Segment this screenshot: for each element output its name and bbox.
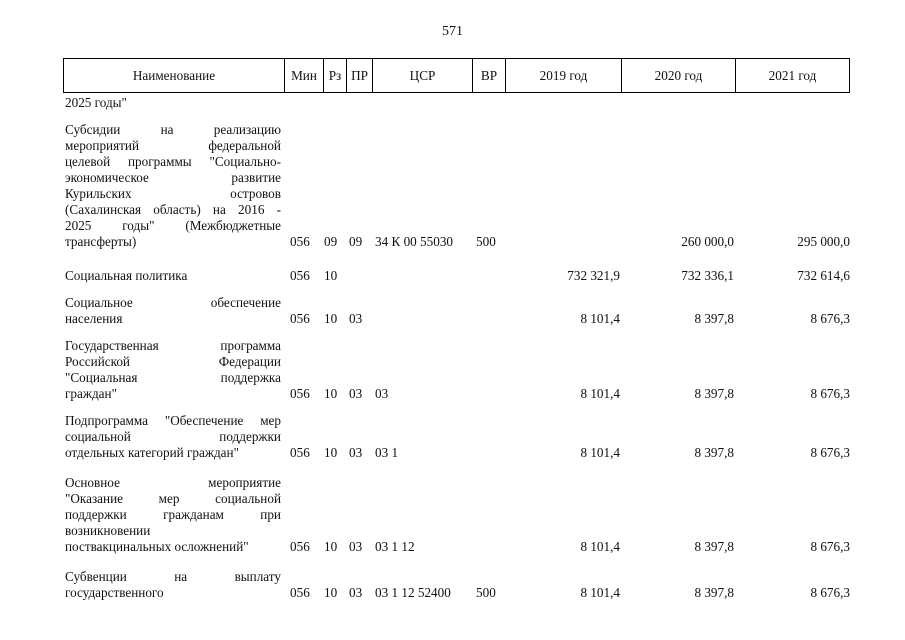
row-y2021-cell: 8 676,3 [810,386,850,401]
row-y2020-cell: 8 397,8 [694,445,734,460]
row-name [65,475,281,555]
header-2020: 2020 год [622,59,736,92]
row-name-line: мероприятий федеральной [65,138,281,153]
header-min: Мин [285,59,324,92]
header-2021: 2021 год [768,68,817,83]
row-y2021-cell: 8 676,3 [810,539,850,554]
row-rz-cell: 10 [324,539,338,554]
row-y2021-cell: 295 000,0 [797,234,850,249]
page-number: 571 [442,24,463,39]
row-y2020-cell: 8 397,8 [694,585,734,600]
row-y2020-cell: 260 000,0 [681,234,734,249]
row-csr-cell: 03 1 12 52400 [375,585,451,600]
row-name-line: Социальное обеспечение [65,295,281,310]
row-min-cell: 056 [290,539,310,554]
row-name-line: Субвенции на выплату [65,569,281,584]
row-rz-cell: 09 [324,234,338,249]
header-rz: Рз [324,59,347,92]
row-y2021-cell: 732 614,6 [797,268,850,283]
row-name-line: граждан" [65,386,117,401]
row-vr-cell: 500 [476,585,496,600]
header-pr: ПР [347,59,373,92]
row-name-line: Российской Федерации [65,354,281,369]
row-y2019-cell: 8 101,4 [580,311,620,326]
row-csr-cell: 34 К 00 55030 [375,234,454,249]
row-name [65,268,281,284]
row-vr-cell: 500 [476,234,496,249]
row-y2019-cell: 8 101,4 [580,445,620,460]
table-header [63,58,850,93]
row-name-line: экономическое развитие [65,170,281,185]
row-name-line: поддержки гражданам при [65,507,281,522]
row-pr-cell: 03 [349,311,363,326]
carryover-text: 2025 годы" [65,95,127,110]
row-rz-cell: 10 [324,386,338,401]
row-rz-cell: 10 [324,311,338,326]
row-pr-cell: 03 [349,539,363,554]
row-name-line: (Сахалинская область) на 2016 - [65,202,281,217]
row-name-line: "Оказание мер социальной [65,491,281,506]
row-name-line: трансферты) [65,234,137,249]
row-name-line: Подпрограмма "Обеспечение мер [65,413,281,428]
row-csr-cell: 03 1 [375,445,399,460]
row-min-cell: 056 [290,234,310,249]
row-min-cell: 056 [290,386,310,401]
row-name [65,569,281,601]
header-csr: ЦСР [373,59,473,92]
header-vr: ВР [473,59,506,92]
row-rz-cell: 10 [324,445,338,460]
row-y2019-cell: 732 321,9 [567,268,620,283]
row-y2020-cell: 8 397,8 [694,311,734,326]
row-min-cell: 056 [290,268,310,283]
row-name-line: Курильских островов [65,186,281,201]
header-name: Наименование [64,59,285,92]
row-y2019-cell: 8 101,4 [580,585,620,600]
row-y2019-cell: 8 101,4 [580,386,620,401]
row-pr-cell: 03 [349,386,363,401]
row-csr-cell: 03 1 12 [375,539,415,554]
row-name-line: отдельных категорий граждан" [65,445,239,460]
row-y2020-cell: 8 397,8 [694,386,734,401]
row-name-line: поствакцинальных осложнений" [65,539,249,554]
row-name-line: "Социальная поддержка [65,370,281,385]
row-min-cell: 056 [290,445,310,460]
row-y2020-cell: 732 336,1 [681,268,734,283]
row-pr-cell: 03 [349,445,363,460]
row-name-line: населения [65,311,123,326]
row-name [65,122,281,250]
row-pr-cell: 09 [349,234,363,249]
row-rz-cell: 10 [324,585,338,600]
row-name-line: Субсидии на реализацию [65,122,281,137]
row-name-line: целевой программы "Социально- [65,154,281,169]
row-y2021-cell: 8 676,3 [810,311,850,326]
header-2019: 2019 год [506,59,622,92]
row-y2019-cell: 8 101,4 [580,539,620,554]
row-csr-cell: 03 [375,386,389,401]
row-y2021-cell: 8 676,3 [810,585,850,600]
row-name-line: государственного [65,585,164,600]
row-min-cell: 056 [290,311,310,326]
row-name [65,338,281,402]
row-name-line: Социальная политика [65,268,188,283]
row-y2020-cell: 8 397,8 [694,539,734,554]
row-name-line: возникновении [65,523,151,538]
row-rz-cell: 10 [324,268,338,283]
row-min-cell: 056 [290,585,310,600]
row-name-line: Государственная программа [65,338,281,353]
row-name-line: социальной поддержки [65,429,281,444]
row-name [65,295,281,327]
row-name-line: Основное мероприятие [65,475,281,490]
row-name [65,413,281,461]
row-name-line: 2025 годы" (Межбюджетные [65,218,281,233]
row-y2021-cell: 8 676,3 [810,445,850,460]
row-pr-cell: 03 [349,585,363,600]
